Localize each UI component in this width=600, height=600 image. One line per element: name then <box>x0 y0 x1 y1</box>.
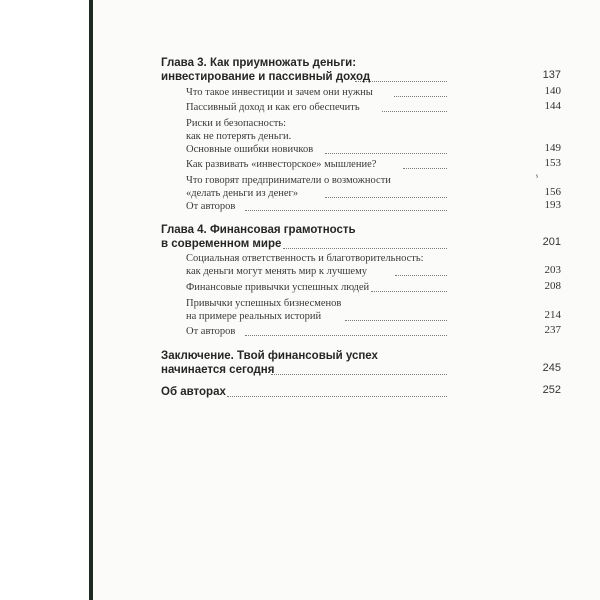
dot-leader <box>395 275 447 276</box>
toc-entry-4-1-line-1: Социальная ответственность и благотворительность: <box>186 253 424 264</box>
dot-leader <box>245 335 447 336</box>
toc-entry-3-3-page: 149 <box>544 142 561 154</box>
toc-entry-4-3-line-2: на примере реальных историй <box>186 311 322 322</box>
dot-leader <box>394 96 447 97</box>
toc-entry-3-4-page: 153 <box>544 157 561 169</box>
chapter-3-title-line-2: инвестирование и пассивный доход <box>161 71 371 83</box>
dot-leader <box>283 248 447 249</box>
dot-leader <box>345 320 447 321</box>
toc-entry-3-6-page: 193 <box>544 199 561 211</box>
about-authors-title: Об авторах <box>161 386 226 398</box>
toc-entry-3-2-page: 144 <box>544 100 561 112</box>
toc-entry-4-3-line-1: Привычки успешных бизнесменов <box>186 298 342 309</box>
toc-entry-3-5-line-1: Что говорят предприниматели о возможности <box>186 175 391 186</box>
toc-entry-3-3-line-1: Риски и безопасность: <box>186 118 287 129</box>
dot-leader <box>382 111 447 112</box>
toc-entry-3-1-page: 140 <box>544 85 561 97</box>
conclusion-page: 245 <box>542 362 561 374</box>
chapter-4-page: 201 <box>542 236 561 248</box>
toc-entry-4-2-page: 208 <box>544 280 561 292</box>
toc-entry-4-1-page: 203 <box>544 264 561 276</box>
conclusion-title-line-1: Заключение. Твой финансовый успех <box>161 350 378 362</box>
toc-entry-3-1: Что такое инвестиции и зачем они нужны <box>186 87 373 98</box>
toc-entry-4-4: От авторов <box>186 326 236 337</box>
chapter-3-title-line-1: Глава 3. Как приумножать деньги: <box>161 57 357 69</box>
toc-entry-3-6: От авторов <box>186 201 236 212</box>
toc-entry-4-3-page: 214 <box>544 309 561 321</box>
chapter-4-title-line-2: в современном мире <box>161 238 282 250</box>
margin-mark: ˢ <box>536 172 539 183</box>
dot-leader <box>355 81 447 82</box>
dot-leader <box>371 291 447 292</box>
toc-entry-3-3-line-2: как не потерять деньги. <box>186 131 292 142</box>
toc-entry-4-4-page: 237 <box>544 324 561 336</box>
dot-leader <box>271 374 447 375</box>
chapter-3-page: 137 <box>542 69 561 81</box>
dot-leader <box>403 168 447 169</box>
chapter-4-title-line-1: Глава 4. Финансовая грамотность <box>161 224 356 236</box>
toc-entry-3-5-line-2: «делать деньги из денег» <box>186 188 299 199</box>
toc-entry-4-2: Финансовые привычки успешных людей <box>186 282 370 293</box>
dot-leader <box>325 153 447 154</box>
about-authors-page: 252 <box>542 384 561 396</box>
toc-entry-3-4: Как развивать «инвесторское» мышление? <box>186 159 377 170</box>
toc-entry-3-2: Пассивный доход и как его обеспечить <box>186 102 360 113</box>
toc-entry-3-3-line-3: Основные ошибки новичков <box>186 144 314 155</box>
dot-leader <box>325 197 447 198</box>
toc-entry-4-1-line-2: как деньги могут менять мир к лучшему <box>186 266 367 277</box>
conclusion-title-line-2: начинается сегодня <box>161 364 275 376</box>
toc-entry-3-5-page: 156 <box>544 186 561 198</box>
dot-leader <box>245 210 447 211</box>
dot-leader <box>227 396 447 397</box>
book-page <box>93 0 600 600</box>
